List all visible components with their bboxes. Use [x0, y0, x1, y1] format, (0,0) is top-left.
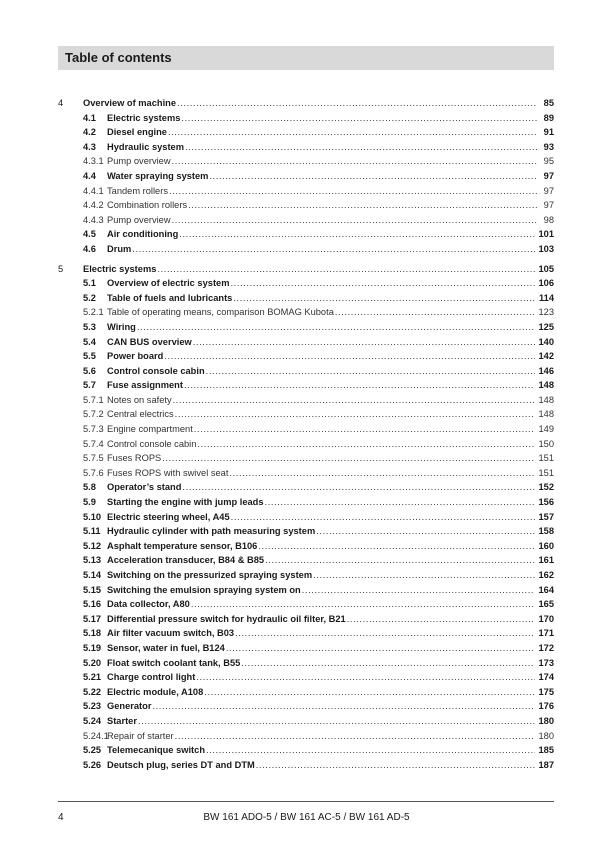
toc-entry-page: 156 [538, 497, 554, 508]
toc-subsection-row[interactable] [0, 466, 613, 481]
toc-entry-title: Wiring [107, 321, 136, 332]
toc-section-row[interactable] [0, 714, 613, 729]
toc-section-row[interactable] [0, 758, 613, 773]
toc-entry-number: 5.5 [83, 351, 96, 362]
toc-entry-title: Repair of starter [107, 730, 174, 741]
toc-leader-dots [132, 242, 535, 257]
toc-subsection-row[interactable] [0, 184, 613, 199]
toc-section-row[interactable] [0, 495, 613, 510]
toc-entry-page: 164 [538, 584, 554, 595]
toc-leader-dots [152, 699, 535, 714]
toc-entry-number: 5.22 [83, 686, 102, 697]
toc-entry-number: 5.19 [83, 642, 102, 653]
toc-entry-page: 85 [543, 98, 554, 108]
toc-section-row[interactable] [0, 364, 613, 379]
toc-entry-page: 152 [538, 482, 554, 493]
toc-section-row[interactable] [0, 641, 613, 656]
toc-section-row[interactable] [0, 480, 613, 495]
toc-entry-number: 5.3 [83, 321, 96, 332]
toc-entry-title: Float switch coolant tank, B55 [107, 657, 241, 668]
toc-entry-title: Water spraying system [107, 170, 209, 181]
toc-entry-title: Central electrics [107, 409, 174, 420]
toc-leader-dots [231, 510, 536, 525]
toc-entry-number: 4.2 [83, 127, 96, 138]
toc-entry-page: 150 [538, 438, 554, 449]
toc-chapter-row[interactable] [0, 262, 613, 277]
toc-section-row[interactable] [0, 597, 613, 612]
toc-entry-title: Electric systems [83, 263, 157, 274]
toc-section-row[interactable] [0, 276, 613, 291]
toc-entry-page: 170 [538, 613, 554, 624]
toc-subsection-row[interactable] [0, 305, 613, 320]
toc-entry-page: 176 [538, 701, 554, 712]
toc-section-row[interactable] [0, 140, 613, 155]
toc-leader-dots [191, 597, 536, 612]
toc-entry-title: Overview of machine [83, 98, 177, 108]
toc-entry-page: 151 [538, 467, 554, 478]
toc-leader-dots [177, 96, 537, 111]
toc-entry-number: 5.7.3 [83, 424, 104, 435]
toc-entry-number: 5.7.5 [83, 453, 104, 464]
toc-leader-dots [302, 583, 536, 598]
toc-leader-dots [181, 111, 537, 126]
toc-entry-title: Generator [107, 701, 152, 712]
toc-entry-page: 103 [538, 243, 554, 254]
toc-entry-page: 149 [538, 424, 554, 435]
toc-entry-number: 5 [58, 263, 64, 274]
toc-entry-number: 5.7.1 [83, 394, 104, 405]
toc-leader-dots [182, 480, 535, 495]
toc-subsection-row[interactable] [0, 154, 613, 169]
toc-leader-dots [196, 670, 535, 685]
toc-section-row[interactable] [0, 743, 613, 758]
toc-entry-title: Asphalt temperature sensor, B106 [107, 540, 258, 551]
toc-title-bar [58, 46, 554, 70]
toc-entry-title: Air filter vacuum switch, B03 [107, 628, 235, 639]
toc-leader-dots [229, 466, 535, 481]
toc-entry-title: Sensor, water in fuel, B124 [107, 642, 225, 653]
toc-entry-page: 97 [543, 170, 554, 181]
toc-entry-number: 4.4.3 [83, 214, 104, 225]
toc-entry-page: 162 [538, 570, 554, 580]
toc-section-row[interactable] [0, 553, 613, 568]
toc-entry-title: Air conditioning [107, 229, 179, 240]
toc-entry-page: 187 [538, 759, 554, 770]
toc-entry-number: 5.16 [83, 599, 102, 610]
toc-entry-number: 5.8 [83, 482, 96, 493]
toc-leader-dots [206, 364, 536, 379]
toc-entry-number: 5.10 [83, 511, 102, 522]
toc-subsection-row[interactable] [0, 437, 613, 452]
toc-entry-page: 89 [543, 112, 554, 123]
toc-section-row[interactable] [0, 583, 613, 598]
toc-leader-dots [175, 407, 536, 422]
toc-entry-number: 5.20 [83, 657, 102, 668]
toc-subsection-row[interactable] [0, 393, 613, 408]
toc-leader-dots [137, 320, 536, 335]
toc-entry-title: Tandem rollers [107, 185, 168, 196]
toc-entry-title: Deutsch plug, series DT and DTM [107, 759, 255, 770]
toc-entry-page: 148 [538, 394, 554, 405]
toc-entry-number: 5.14 [83, 570, 102, 580]
toc-entry-number: 5.4 [83, 336, 96, 347]
toc-leader-dots [258, 539, 535, 554]
toc-leader-dots [197, 437, 535, 452]
toc-entry-number: 5.7.2 [83, 409, 104, 420]
toc-entry-title: Pump overview [107, 156, 171, 167]
toc-entry-page: 93 [543, 141, 554, 152]
toc-entry-title: Starter [107, 715, 137, 726]
toc-entry-title: Hydraulic cylinder with path measuring system [107, 526, 316, 537]
toc-entry-page: 165 [538, 599, 554, 610]
toc-leader-dots [164, 349, 535, 364]
toc-entry-number: 4.3.1 [83, 156, 104, 167]
toc-chapter [0, 262, 613, 773]
toc-entry-number: 4.4.1 [83, 185, 104, 196]
toc-entry-page: 105 [538, 263, 554, 274]
toc-entry-number: 5.24.1 [83, 730, 109, 741]
toc-entry-page: 95 [543, 156, 554, 167]
toc-entry-title: Pump overview [107, 214, 171, 225]
toc-leader-dots [172, 154, 537, 169]
toc-entry-title: Table of fuels and lubricants [107, 292, 233, 303]
toc-leader-dots [169, 184, 537, 199]
toc-entry-number: 5.12 [83, 540, 102, 551]
toc-entry-page: 161 [538, 555, 554, 566]
toc-entry-title: Charge control light [107, 672, 196, 683]
footer-divider [58, 801, 554, 802]
toc-entry-number: 5.1 [83, 278, 96, 289]
toc-section-row[interactable] [0, 349, 613, 364]
toc-entry-title: CAN BUS overview [107, 336, 192, 347]
toc-section-row[interactable] [0, 242, 613, 257]
toc-section-row[interactable] [0, 524, 613, 539]
toc-entry-page: 91 [543, 127, 554, 138]
toc-leader-dots [265, 495, 536, 510]
toc-entry-page: 125 [538, 321, 554, 332]
toc-entry-number: 4.5 [83, 229, 96, 240]
toc-entry-title: Engine compartment [107, 424, 193, 435]
toc-entry-number: 5.25 [83, 745, 102, 756]
toc-section-row[interactable] [0, 510, 613, 525]
toc-entry-title: Switching on the pressurized spraying system [107, 570, 313, 580]
toc-entry-number: 5.23 [83, 701, 102, 712]
toc-section-row[interactable] [0, 291, 613, 306]
toc-section-row[interactable] [0, 612, 613, 627]
toc-subsection-row[interactable] [0, 729, 613, 744]
toc-entry-page: 97 [543, 200, 554, 211]
toc-leader-dots [162, 451, 535, 466]
toc-leader-dots [138, 714, 536, 729]
toc-subsection-row[interactable] [0, 213, 613, 228]
toc-entry-title: Combination rollers [107, 200, 188, 211]
toc-entry-page: 101 [538, 229, 554, 240]
toc-leader-dots [230, 276, 535, 291]
toc-entry-page: 140 [538, 336, 554, 347]
toc-leader-dots [335, 305, 536, 320]
toc-entry-page: 180 [538, 715, 554, 726]
toc-entry-title: Fuses ROPS [107, 453, 162, 464]
toc-entry-page: 148 [538, 380, 554, 391]
footer-page-number: 4 [58, 812, 64, 823]
toc-entry-page: 98 [543, 214, 554, 225]
toc-entry-page: 158 [538, 526, 554, 537]
toc-entry-title: Fuses ROPS with swivel seat [107, 467, 229, 478]
toc-leader-dots [173, 393, 536, 408]
toc-entry-number: 5.2.1 [83, 307, 104, 318]
toc-entry-number: 5.9 [83, 497, 96, 508]
toc-entry-title: Hydraulic system [107, 141, 184, 152]
toc-entry-number: 5.18 [83, 628, 102, 639]
toc-chapter [0, 96, 613, 257]
toc-subsection-row[interactable] [0, 407, 613, 422]
toc-entry-title: Switching the emulsion spraying system on [107, 584, 301, 595]
toc-section-row[interactable] [0, 125, 613, 140]
toc-entry-title: Fuse assignment [107, 380, 183, 391]
toc-leader-dots [188, 198, 537, 213]
toc-entry-number: 4.1 [83, 112, 96, 123]
toc-leader-dots [347, 612, 536, 627]
toc-entry-title: Operator’s stand [107, 482, 182, 493]
toc-entry-title: Electric systems [107, 112, 181, 123]
toc-section-row[interactable] [0, 699, 613, 714]
toc-entry-number: 5.26 [83, 759, 102, 770]
toc-section-row[interactable] [0, 320, 613, 335]
toc-section-row[interactable] [0, 568, 613, 583]
toc-entry-title: Electric steering wheel, A45 [107, 511, 230, 522]
toc-entry-page: 114 [539, 292, 554, 303]
toc-section-row[interactable] [0, 111, 613, 126]
toc-entry-page: 123 [538, 307, 554, 318]
toc-entry-title: Table of operating means, comparison BOMAG Kubota [107, 307, 334, 318]
toc-entry-number: 5.7 [83, 380, 96, 391]
toc-section-row[interactable] [0, 539, 613, 554]
footer-model-list: BW 161 ADO-5 / BW 161 AC-5 / BW 161 AD-5 [203, 812, 410, 823]
toc-entry-number: 4.4.2 [83, 200, 104, 211]
toc-entry-number: 5.15 [83, 584, 102, 595]
toc-entry-title: Control console cabin [107, 365, 205, 376]
table-of-contents [0, 96, 613, 777]
toc-entry-title: Notes on safety [107, 394, 172, 405]
toc-entry-page: 142 [538, 351, 554, 362]
toc-entry-page: 157 [538, 511, 554, 522]
toc-leader-dots [241, 656, 535, 671]
toc-leader-dots [233, 291, 536, 306]
toc-entry-number: 4 [58, 98, 64, 108]
toc-entry-title: Power board [107, 351, 164, 362]
toc-entry-page: 172 [538, 642, 554, 653]
toc-entry-number: 5.13 [83, 555, 102, 566]
toc-leader-dots [265, 553, 535, 568]
toc-leader-dots [194, 422, 536, 437]
toc-subsection-row[interactable] [0, 198, 613, 213]
toc-leader-dots [168, 125, 537, 140]
toc-leader-dots [172, 213, 537, 228]
toc-entry-page: 160 [538, 540, 554, 551]
page-title: Table of contents [65, 50, 172, 65]
toc-section-row[interactable] [0, 227, 613, 242]
toc-section-row[interactable] [0, 670, 613, 685]
toc-entry-page: 146 [538, 365, 554, 376]
toc-leader-dots [235, 626, 535, 641]
toc-leader-dots [316, 524, 535, 539]
toc-entry-number: 4.6 [83, 243, 96, 254]
toc-entry-number: 4.4 [83, 170, 96, 181]
toc-section-row[interactable] [0, 626, 613, 641]
toc-entry-page: 185 [538, 745, 554, 756]
toc-entry-number: 5.21 [83, 672, 102, 683]
toc-entry-title: Telemecanique switch [107, 745, 205, 756]
toc-entry-page: 174 [538, 672, 554, 683]
toc-section-row[interactable] [0, 378, 613, 393]
toc-entry-title: Drum [107, 243, 132, 254]
toc-entry-title: Acceleration transducer, B84 & B85 [107, 555, 265, 566]
toc-entry-page: 171 [538, 628, 554, 639]
toc-leader-dots [204, 685, 535, 700]
toc-entry-page: 151 [538, 453, 554, 464]
toc-section-row[interactable] [0, 169, 613, 184]
toc-entry-number: 5.6 [83, 365, 96, 376]
toc-section-row[interactable] [0, 685, 613, 700]
toc-entry-number: 5.11 [83, 526, 101, 537]
toc-chapter-row[interactable] [0, 96, 613, 111]
toc-section-row[interactable] [0, 656, 613, 671]
toc-entry-title: Overview of electric system [107, 278, 230, 289]
toc-leader-dots [184, 378, 536, 393]
toc-entry-page: 180 [538, 730, 554, 741]
toc-entry-number: 5.7.4 [83, 438, 104, 449]
toc-entry-page: 97 [543, 185, 554, 196]
toc-entry-number: 5.24 [83, 715, 102, 726]
toc-leader-dots [193, 335, 536, 350]
toc-leader-dots [209, 169, 537, 184]
toc-entry-number: 5.7.6 [83, 467, 104, 478]
toc-entry-number: 4.3 [83, 141, 96, 152]
toc-entry-page: 148 [538, 409, 554, 420]
toc-entry-page: 173 [538, 657, 554, 668]
toc-entry-number: 5.2 [83, 292, 96, 303]
toc-entry-title: Data collector, A80 [107, 599, 190, 610]
toc-entry-page: 106 [538, 278, 554, 289]
toc-leader-dots [179, 227, 535, 242]
toc-entry-number: 5.17 [83, 613, 102, 624]
toc-leader-dots [157, 262, 535, 277]
toc-leader-dots [256, 758, 536, 773]
toc-section-row[interactable] [0, 335, 613, 350]
toc-leader-dots [206, 743, 535, 758]
toc-entry-page: 175 [538, 686, 554, 697]
toc-leader-dots [175, 729, 536, 744]
toc-subsection-row[interactable] [0, 451, 613, 466]
toc-leader-dots [185, 140, 537, 155]
toc-entry-title: Diesel engine [107, 127, 167, 138]
toc-leader-dots [313, 568, 535, 583]
toc-subsection-row[interactable] [0, 422, 613, 437]
toc-entry-title: Control console cabin [107, 438, 197, 449]
toc-entry-title: Differential pressure switch for hydraulic oil filter, B21 [107, 613, 346, 624]
toc-entry-title: Starting the engine with jump leads [107, 497, 264, 508]
toc-leader-dots [226, 641, 536, 656]
toc-entry-title: Electric module, A108 [107, 686, 204, 697]
